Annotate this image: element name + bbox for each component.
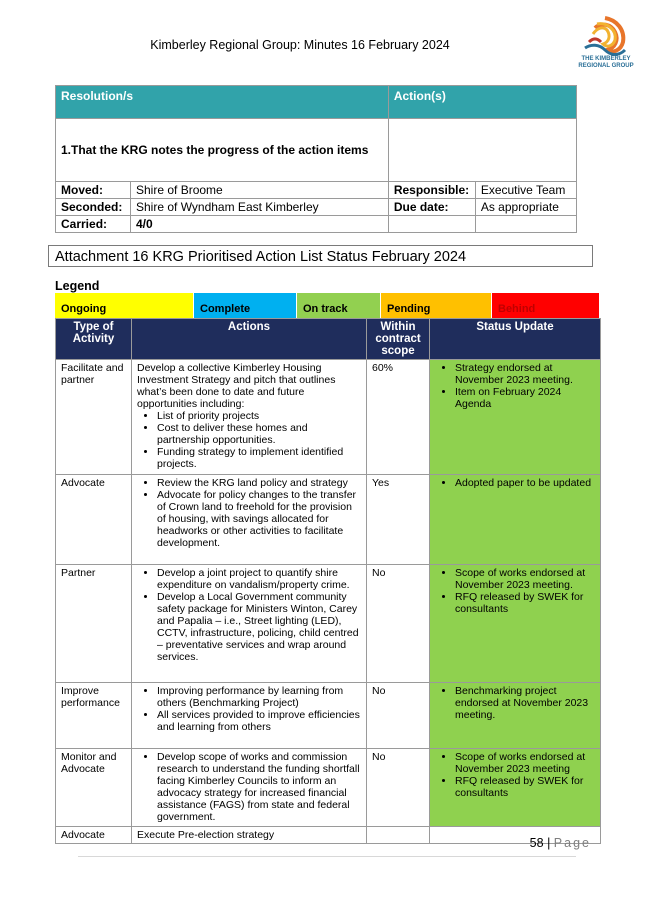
header-status-update: Status Update	[430, 319, 601, 360]
actions-list	[137, 410, 361, 470]
activity-type-cell	[56, 475, 132, 565]
resolution-actions-cell	[388, 119, 576, 182]
status-cell	[430, 360, 601, 475]
footer-separator: |	[547, 836, 551, 850]
action-item: • Cost to deliver these homes and partnership opportunities.	[157, 422, 361, 446]
legend-on-track: On track	[297, 293, 381, 318]
resolution-table	[55, 85, 577, 233]
header-type-of-activity: Type of Activity	[56, 319, 132, 360]
table-row	[56, 749, 601, 827]
responsible-label: Responsible:	[388, 182, 475, 199]
resolution-text: 1.That the KRG notes the progress of the action items	[56, 119, 389, 182]
status-cell	[430, 565, 601, 683]
actions-cell	[132, 683, 367, 749]
activity-type-cell	[56, 749, 132, 827]
action-item: • List of priority projects	[157, 410, 361, 422]
status-cell	[430, 683, 601, 749]
status-item: • RFQ released by SWEK for consultants	[455, 775, 595, 799]
actions-cell	[132, 360, 367, 475]
scope-cell	[367, 683, 430, 749]
status-list	[435, 567, 595, 615]
footer-line	[78, 856, 576, 857]
resolution-header: Resolution/s	[56, 86, 389, 119]
action-list-table	[55, 318, 601, 844]
status-item: • Adopted paper to be updated	[455, 477, 595, 489]
page-header-title: Kimberley Regional Group: Minutes 16 February 2024	[150, 38, 450, 52]
activity-type-cell	[56, 683, 132, 749]
actions-cell	[132, 475, 367, 565]
logo-text: THE KIMBERLEY REGIONAL GROUP	[578, 56, 634, 69]
status-cell	[430, 749, 601, 827]
status-item: • Benchmarking project endorsed at November 2023 meeting.	[455, 685, 595, 721]
header-actions: Actions	[132, 319, 367, 360]
activity-type-cell	[56, 827, 132, 844]
activity-type: Monitor and Advocate	[61, 751, 117, 775]
scope-value: Yes	[372, 477, 390, 489]
empty-cell	[475, 216, 576, 233]
carried-label: Carried:	[56, 216, 131, 233]
activity-type-cell	[56, 360, 132, 475]
legend-ongoing: Ongoing	[55, 293, 194, 318]
carried-value: 4/0	[131, 216, 389, 233]
scope-value: 60%	[372, 362, 394, 374]
table-row	[56, 565, 601, 683]
empty-cell	[388, 216, 475, 233]
scope-cell	[367, 360, 430, 475]
activity-type: Facilitate and partner	[61, 362, 124, 386]
action-item: • All services provided to improve efficiencies and learning from others	[157, 709, 361, 733]
status-item: • Scope of works endorsed at November 2023 meeting.	[455, 567, 595, 591]
actions-cell	[132, 565, 367, 683]
legend-pending: Pending	[381, 293, 492, 318]
page-footer	[530, 836, 591, 850]
activity-type: Improve performance	[61, 685, 120, 709]
status-list	[435, 362, 595, 410]
moved-value: Shire of Broome	[131, 182, 389, 199]
table-row	[56, 360, 601, 475]
action-item: • Develop a Local Government community safety package for Ministers Winton, Carey and Papalia – i.e., Street lighting (LED), CCTV, infrastructure, policing, child centred – preventative services and wrap around services.	[157, 591, 361, 663]
actions-list	[137, 477, 361, 549]
action-item: • Review the KRG land policy and strategy	[157, 477, 361, 489]
action-intro: Develop a collective Kimberley Housing Investment Strategy and pitch that outlines what’s been done to date and future opportunities including:	[137, 362, 336, 410]
legend-bar	[55, 293, 600, 318]
action-item: • Funding strategy to implement identified projects.	[157, 446, 361, 470]
actions-cell	[132, 827, 367, 844]
action-item: • Develop a joint project to quantify shire expenditure on vandalism/property crime.	[157, 567, 361, 591]
action-intro: Execute Pre-election strategy	[137, 829, 275, 841]
header-within-scope: Within contract scope	[367, 319, 430, 360]
scope-cell	[367, 749, 430, 827]
seconded-label: Seconded:	[56, 199, 131, 216]
activity-type: Advocate	[61, 829, 105, 841]
actions-header: Action(s)	[388, 86, 576, 119]
action-item: • Advocate for policy changes to the transfer of Crown land to freehold for the provision of housing, with savings allocated for headworks or other activities to facilitate development.	[157, 489, 361, 549]
status-item: • Scope of works endorsed at November 2023 meeting	[455, 751, 595, 775]
activity-type-cell	[56, 565, 132, 683]
legend-title: Legend	[55, 279, 100, 293]
seconded-value: Shire of Wyndham East Kimberley	[131, 199, 389, 216]
activity-type: Partner	[61, 567, 96, 579]
scope-cell	[367, 475, 430, 565]
actions-cell	[132, 749, 367, 827]
activity-type: Advocate	[61, 477, 105, 489]
table-row	[56, 683, 601, 749]
actions-list	[137, 685, 361, 733]
moved-label: Moved:	[56, 182, 131, 199]
attachment-title: Attachment 16 KRG Prioritised Action List Status February 2024	[48, 245, 593, 267]
table-row	[56, 475, 601, 565]
status-item: • RFQ released by SWEK for consultants	[455, 591, 595, 615]
scope-cell	[367, 565, 430, 683]
legend-complete: Complete	[194, 293, 297, 318]
status-list	[435, 751, 595, 799]
scope-value: No	[372, 567, 386, 579]
action-item: • Develop scope of works and commission research to understand the funding shortfall facing Kimberley Councils to inform an advocacy strategy for increased financial assistance (FAGS) from state and federal government.	[157, 751, 361, 823]
status-list	[435, 685, 595, 721]
status-cell	[430, 475, 601, 565]
page-number: 58	[529, 836, 544, 850]
actions-list	[137, 567, 361, 663]
scope-cell	[367, 827, 430, 844]
due-date-value: As appropriate	[475, 199, 576, 216]
due-date-label: Due date:	[388, 199, 475, 216]
responsible-value: Executive Team	[475, 182, 576, 199]
legend-behind: Behind	[492, 293, 600, 318]
scope-value: No	[372, 685, 386, 697]
page-word: Page	[553, 836, 591, 850]
actions-list	[137, 751, 361, 823]
action-item: • Improving performance by learning from others (Benchmarking Project)	[157, 685, 361, 709]
scope-value: No	[372, 751, 386, 763]
table-row	[56, 827, 601, 844]
status-item: • Strategy endorsed at November 2023 meeting.	[455, 362, 595, 386]
status-item: • Item on February 2024 Agenda	[455, 386, 595, 410]
status-list	[435, 477, 595, 489]
